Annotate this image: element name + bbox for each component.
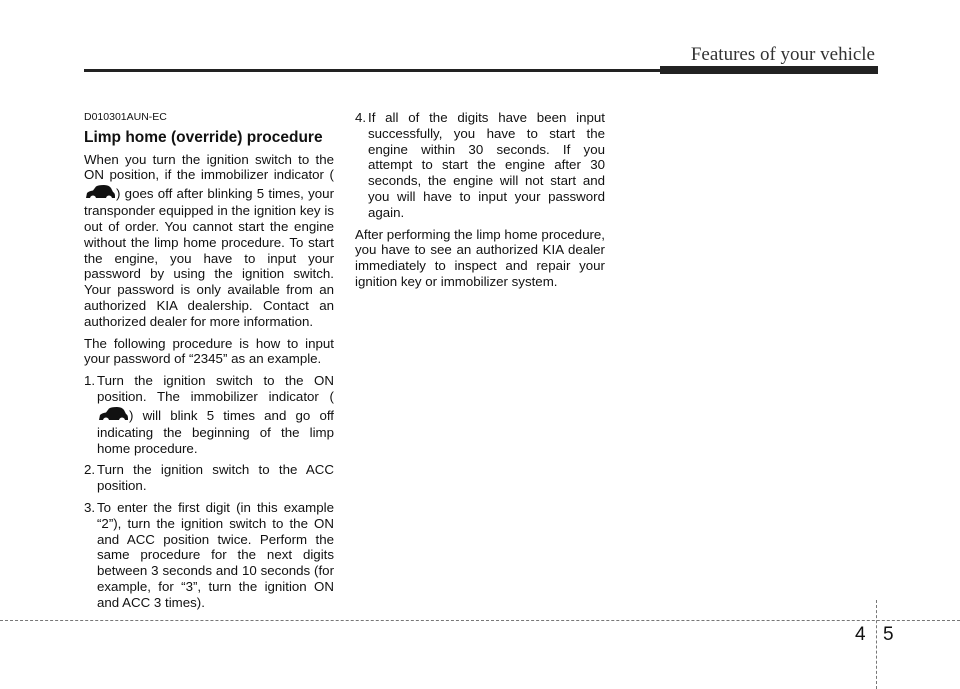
step-text: If all of the digits have been input successfully, you have to start the engine within 30 seconds. If you attempt to start the engine after 30 seconds, the engine will not start and you will have to input your password again.	[368, 110, 605, 220]
intro-paragraph	[84, 152, 334, 330]
section-heading: Limp home (override) procedure	[84, 128, 323, 146]
immobilizer-indicator-icon	[84, 183, 116, 203]
step-number: 3.	[84, 499, 96, 515]
step-3	[84, 500, 334, 611]
header-title: Features of your vehicle	[690, 44, 875, 65]
step-1-text-after: ) will blink 5 times and go off indicating the beginning of the limp home procedure.	[97, 407, 334, 456]
after-procedure-paragraph: After performing the limp home procedure, you have to see an authorized KIA dealer immediately to inspect and repair your ignition key or immobilizer system.	[355, 226, 605, 289]
footer-rule	[0, 620, 960, 621]
immobilizer-indicator-icon	[97, 405, 129, 425]
step-4	[355, 110, 605, 221]
page-number: 5	[883, 624, 894, 645]
step-number: 1.	[84, 373, 96, 389]
step-text: To enter the first digit (in this example “2”), turn the ignition switch to the ON and ACC position twice. Perform the same procedure for the next digits between 3 seconds and 10 seconds (for example, for “3”, turn the ignition ON and ACC 3 times).	[97, 499, 334, 610]
step-1-text-before: Turn the ignition switch to the ON position. The immobilizer indicator (	[97, 373, 334, 404]
step-2	[84, 462, 334, 494]
example-paragraph: The following procedure is how to input your password of “2345” as an example.	[84, 335, 334, 367]
intro-text-after: ) goes off after blinking 5 times, your transponder equipped in the ignition key is out of order. You cannot start the engine without the limp home procedure. To start the engine, you have to input your password by using the ignition switch. Your password is only available from an authorized KIA dealership. Contact an authorized dealer for more information.	[84, 186, 334, 329]
step-number: 2.	[84, 462, 96, 478]
step-text: Turn the ignition switch to the ACC position.	[97, 462, 334, 494]
header-rule-thick	[660, 66, 878, 74]
right-column	[355, 110, 605, 296]
step-number: 4.	[355, 110, 367, 125]
header-rule	[84, 69, 664, 72]
step-1	[84, 373, 334, 456]
step-text	[97, 373, 334, 456]
intro-text-before: When you turn the ignition switch to the ON position, if the immobilizer indicator (	[84, 151, 334, 183]
chapter-number: 4	[855, 624, 866, 645]
section-code: D010301AUN-EC	[84, 111, 167, 123]
footer-divider	[876, 600, 877, 689]
left-column	[84, 110, 334, 617]
